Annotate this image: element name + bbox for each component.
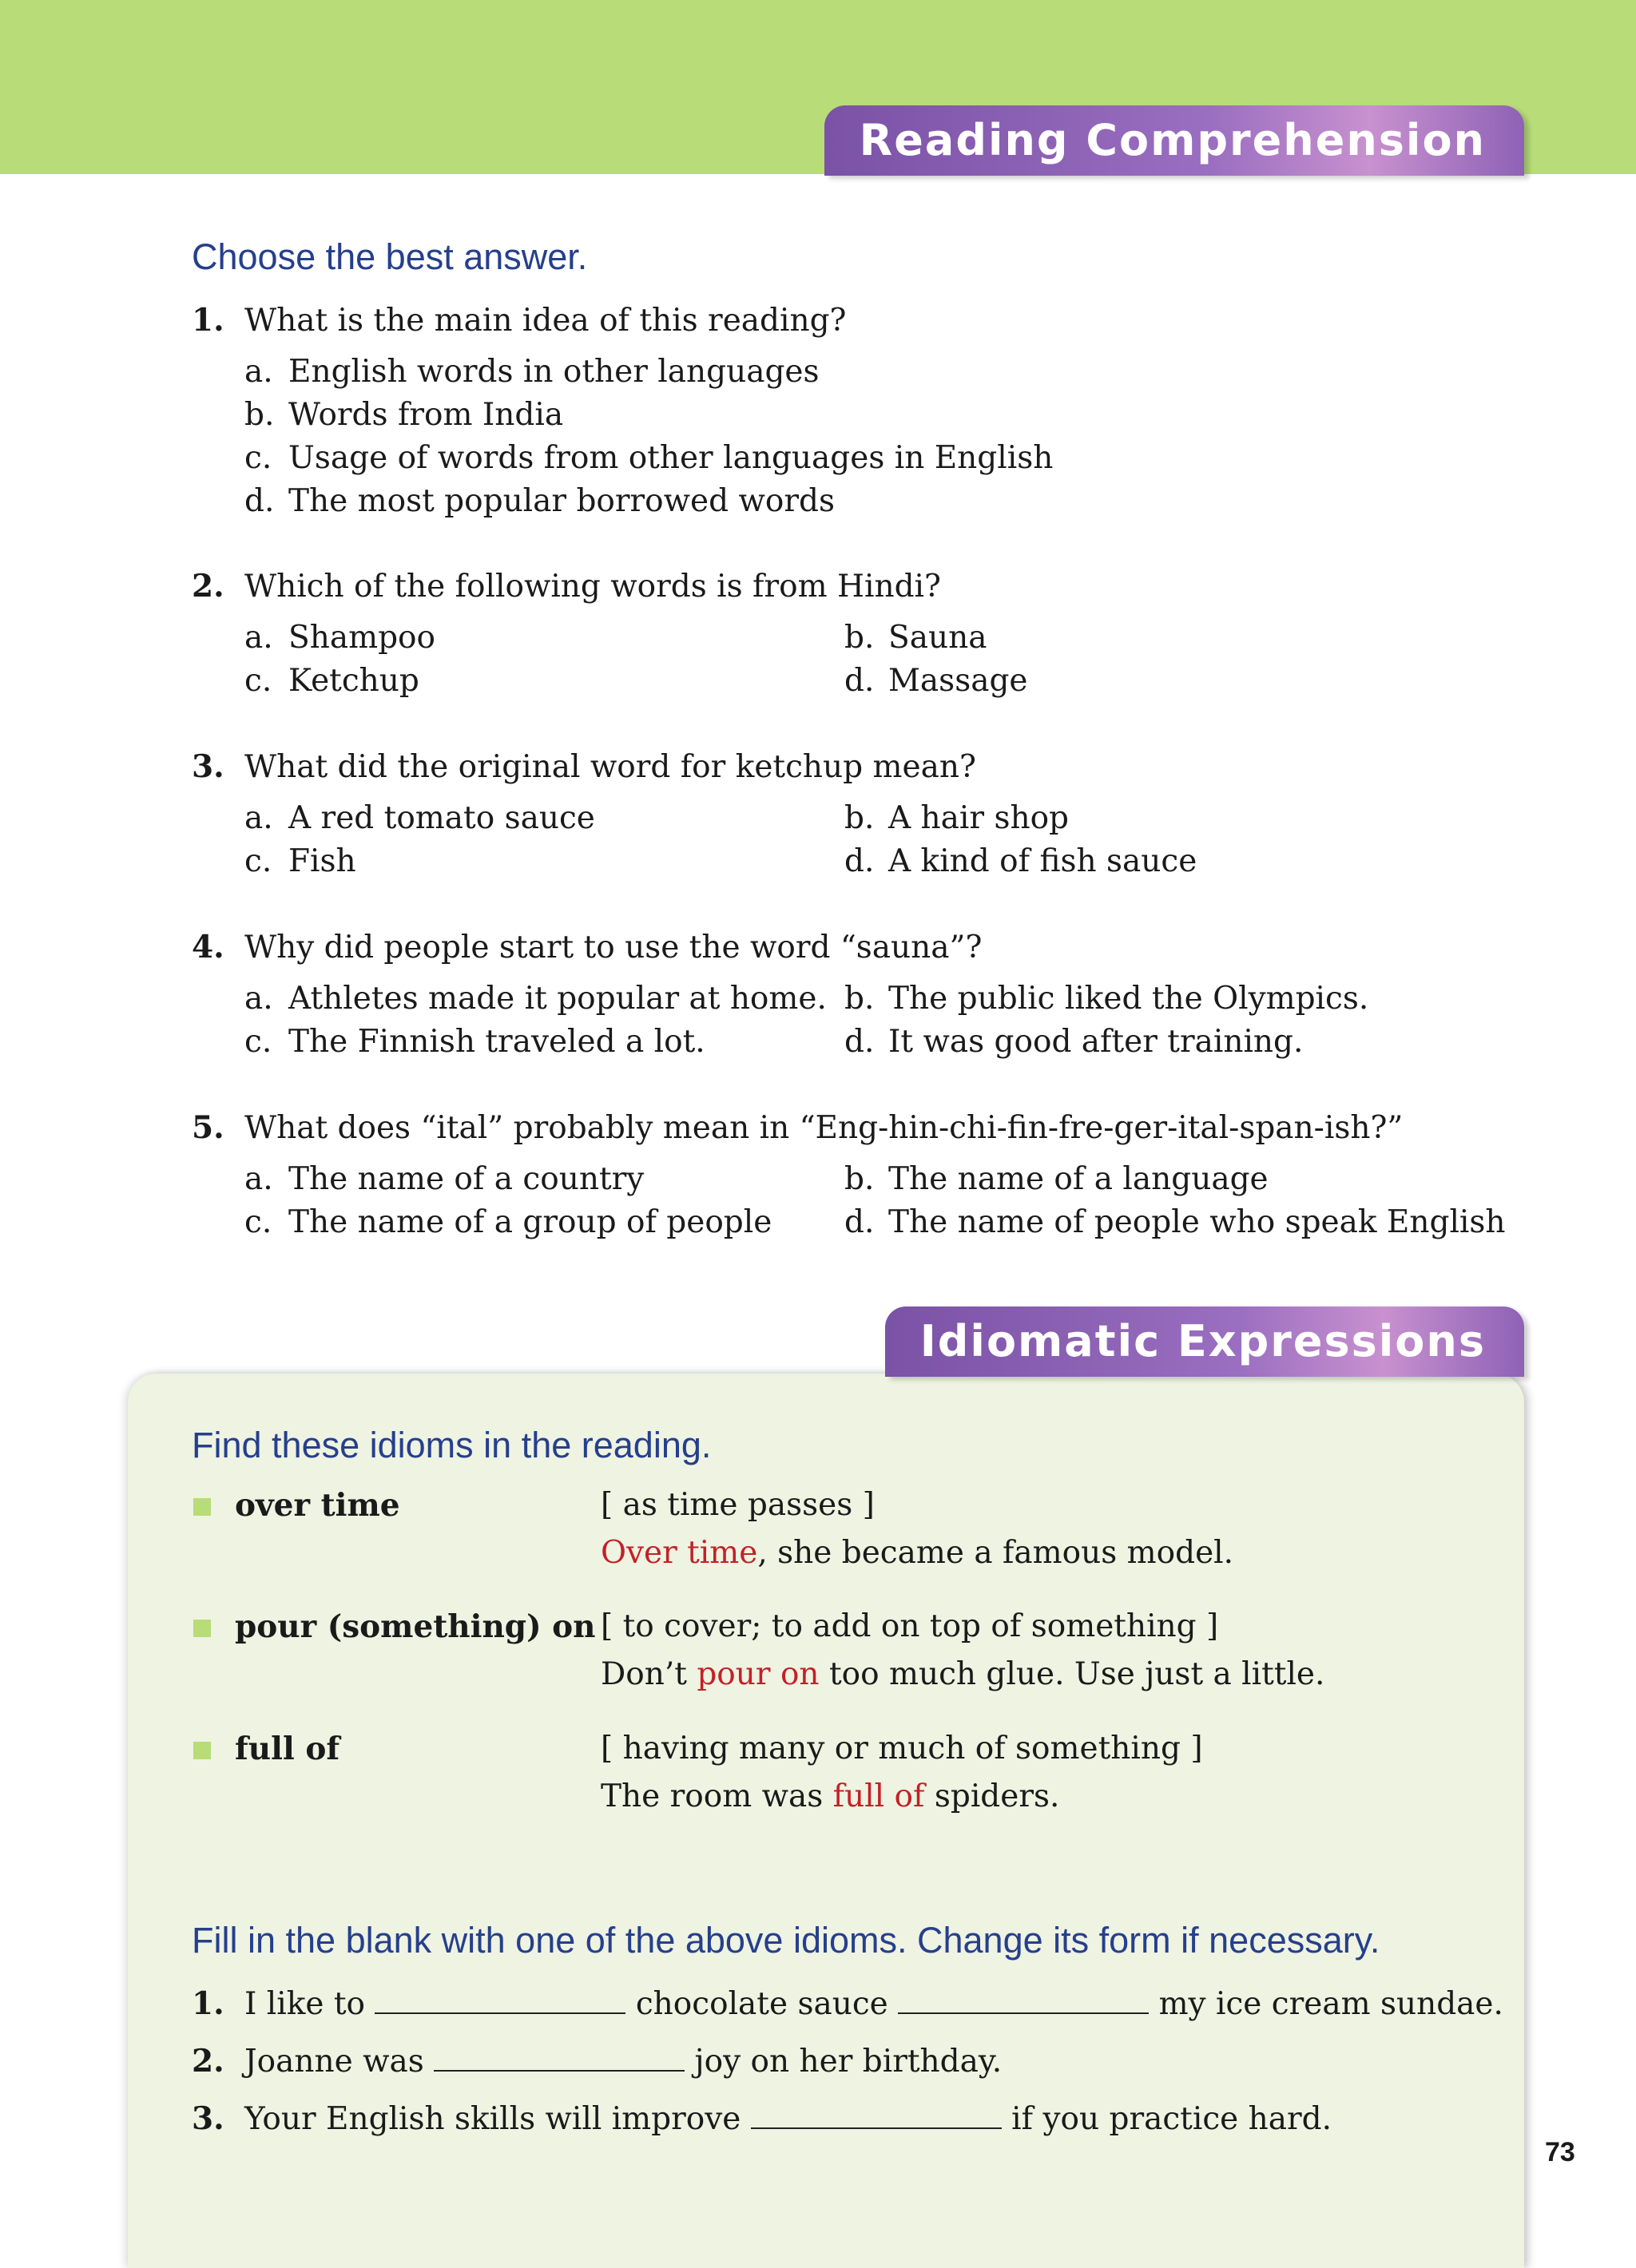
option-text: A red tomato sauce [288,800,595,836]
question-number: 2. [192,568,224,605]
option-letter: a. [244,1161,273,1197]
option-4c [244,1024,705,1060]
option-1b [244,397,563,433]
option-2c [244,663,419,699]
square-bullet-icon [193,1620,211,1637]
option-text: Athletes made it popular at home. [288,981,827,1017]
option-text: A kind of fish sauce [888,843,1197,879]
reading-instruction: Choose the best answer. [192,236,588,277]
option-text: The public liked the Olympics. [888,981,1369,1017]
question-text: What is the main idea of this reading? [244,303,847,339]
option-letter: d. [844,1024,875,1060]
idiom-definition: [ as time passes ] [601,1487,875,1523]
option-text: The Finnish traveled a lot. [288,1024,705,1060]
option-1a [244,354,820,390]
blank-line[interactable] [751,2103,1002,2129]
item-number: 3. [192,2100,224,2137]
idiom-term: over time [235,1487,400,1524]
option-4d [844,1024,1303,1060]
option-letter: c. [244,843,272,879]
blank-line[interactable] [375,1988,625,2014]
option-text: The most popular borrowed words [288,483,835,519]
option-letter: c. [244,1204,272,1240]
blank-line[interactable] [898,1988,1149,2014]
option-text: Usage of words from other languages in English [288,440,1054,476]
idiom-highlight: full of [832,1778,925,1814]
option-3a [244,800,595,836]
option-letter: d. [844,843,875,879]
option-text: Massage [888,663,1028,699]
option-text: Ketchup [288,663,419,699]
idiomatic-expressions-banner: Idiomatic Expressions [885,1306,1524,1377]
example-text: spiders. [924,1778,1060,1814]
option-text: Fish [288,843,356,879]
fill-in-item-1 [192,1985,1503,2022]
idiom-highlight: pour on [697,1656,820,1692]
question-2 [192,568,941,605]
option-text: Sauna [888,620,987,656]
idiom-example [601,1778,1059,1814]
square-bullet-icon [193,1498,211,1516]
option-letter: a. [244,620,273,656]
option-letter: b. [244,397,275,433]
option-3b [844,800,1069,836]
fill-in-instruction: Fill in the blank with one of the above idioms. Change its form if necessary. [192,1920,1380,1961]
option-5c [244,1204,772,1240]
blank-line[interactable] [434,2046,685,2072]
question-number: 5. [192,1109,224,1146]
idiom-definition: [ having many or much of something ] [601,1731,1203,1766]
idiom-definition: [ to cover; to add on top of something ] [601,1608,1219,1644]
example-text: Don’t [601,1656,697,1692]
square-bullet-icon [193,1742,211,1759]
sentence-part: Your English skills will improve [244,2101,751,2137]
option-text: Words from India [288,397,564,433]
question-text: What did the original word for ketchup mean? [244,749,976,785]
question-text: Why did people start to use the word “sauna”? [244,930,983,965]
question-number: 4. [192,929,224,965]
reading-comprehension-banner: Reading Comprehension [824,105,1524,176]
question-text: What does “ital” probably mean in “Eng-hin-chi-fin-fre-ger-ital-span-ish?” [244,1110,1404,1146]
option-5a [244,1161,644,1197]
sentence-part: joy on her birthday. [685,2044,1003,2080]
option-2a [244,620,435,656]
question-number: 3. [192,748,224,785]
option-letter: c. [244,1024,272,1060]
option-text: Shampoo [288,620,435,656]
example-text: The room was [601,1778,833,1814]
option-4b [844,981,1368,1017]
idiom-highlight: Over time [601,1535,758,1571]
example-text: , she became a famous model. [757,1535,1234,1571]
item-number: 1. [192,1985,224,2022]
option-letter: a. [244,981,273,1017]
option-text: The name of a country [288,1161,645,1197]
fill-in-item-3 [192,2100,1332,2137]
option-2d [844,663,1028,699]
option-5b [844,1161,1269,1197]
option-letter: b. [844,1161,875,1197]
option-3d [844,843,1197,879]
option-1c [244,440,1053,476]
option-4a [244,981,827,1017]
idioms-instruction: Find these idioms in the reading. [192,1425,712,1465]
sentence-part: Joanne was [244,2044,435,2080]
option-letter: b. [844,620,875,656]
idiom-example [601,1535,1233,1571]
option-letter: b. [844,981,875,1017]
option-text: The name of a group of people [288,1204,772,1240]
example-text: too much glue. Use just a little. [819,1656,1325,1692]
page-number: 73 [1545,2137,1575,2167]
option-1d [244,483,835,519]
idiom-term: pour (something) on [235,1608,596,1645]
option-text: The name of a language [888,1161,1269,1197]
sentence-part: my ice cream sundae. [1149,1986,1503,2022]
option-3c [244,843,356,879]
option-5d [844,1204,1506,1240]
item-number: 2. [192,2043,224,2080]
option-letter: a. [244,800,273,836]
option-text: A hair shop [888,800,1070,836]
question-5 [192,1109,1403,1146]
question-1 [192,302,846,339]
idiom-example [601,1656,1324,1692]
option-letter: c. [244,663,272,699]
option-letter: d. [844,663,875,699]
question-3 [192,748,976,785]
option-2b [844,620,987,656]
option-letter: a. [244,354,273,390]
option-letter: d. [244,483,275,519]
fill-in-item-2 [192,2043,1002,2080]
option-letter: c. [244,440,272,476]
option-letter: d. [844,1204,875,1240]
question-4 [192,929,982,965]
question-number: 1. [192,302,224,339]
sentence-part: chocolate sauce [625,1986,899,2022]
sentence-part: if you practice hard. [1001,2101,1332,2137]
option-letter: b. [844,800,875,836]
idiom-term: full of [235,1731,340,1767]
option-text: English words in other languages [288,354,820,390]
question-text: Which of the following words is from Hindi? [244,569,941,605]
option-text: It was good after training. [888,1024,1304,1060]
sentence-part: I like to [244,1986,375,2022]
option-text: The name of people who speak English [888,1204,1506,1240]
